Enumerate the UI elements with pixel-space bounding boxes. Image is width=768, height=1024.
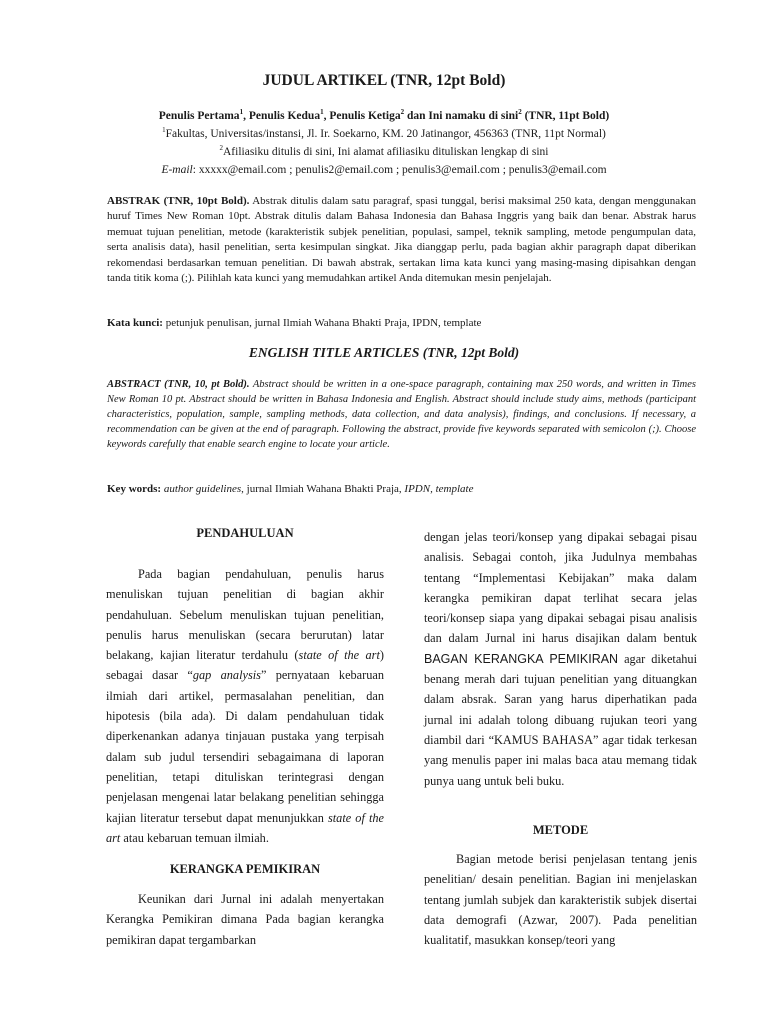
key-words [107, 482, 696, 497]
kata-kunci-text: petunjuk penulisan, jurnal Ilmiah Wahana Bhakti Praja, IPDN, template [162, 317, 482, 329]
author-4-sup: 2 [518, 108, 522, 117]
key-words-part-3: IPDN, template [404, 483, 474, 495]
pendahuluan-text-2: ) sebagai dasar “ [106, 648, 384, 683]
kata-kunci [107, 316, 696, 331]
abstract-english-paragraph [107, 377, 696, 452]
abstrak-text: Abstrak ditulis dalam satu paragraf, spasi tunggal, berisi maksimal 250 kata, dengan menggunakan huruf Times New Roman 10pt. Abstrak ditulis dalam Bahasa Indonesia dan Bahasa Inggris yang baik dan benar. Abstrak harus memuat tujuan penelitian, metode (karakteristik subjek penelitian, populasi, sampel, teknik sampling, metode pengumpulan data, serta analisis data), hasil penelitian, serta kesimpulan singkat. Jika dianggap perlu, pada bagian akhir paragraph dapat diberikan rekomendasi berdasarkan temuan penelitian. Di bawah abstrak, sertakan lima kata kunci yang masing-masing dipisahkan dengan tanda titik koma (;). Pilihlah kata kunci yang memudahkan artikel Anda ditemukan mesin penjelajah. [107, 195, 696, 285]
english-title: ENGLISH TITLE ARTICLES (TNR, 12pt Bold) [248, 345, 520, 360]
key-words-label: Key words: [107, 483, 162, 495]
pendahuluan-text-1: Pada bagian pendahuluan, penulis harus menuliskan tujuan penelitian di bagian akhir pendahuluan. Sebelum menuliskan tujuan penelitian, penulis harus menuliskan (secara berurutan) latar belakang, kajian literatur terdahulu ( [106, 567, 384, 663]
email-line [0, 164, 768, 176]
section-heading-pendahuluan: PENDAHULUAN [196, 526, 294, 540]
continuation-text-3: agar diketahui benang merah dari tujuan penelitian yang dituangkan dalam absrak. Saran yang harus diperhatikan pada jurnal ini adalah tolong dibuang rujukan teori yang diambil dari “KAMUS BAHASA” agar tidak terkesan yang menulis paper ini malas baca atau memang tidak punya uang untuk beli buku. [424, 651, 697, 788]
key-words-part-1: author guidelines [161, 483, 242, 495]
continuation-caps: BAGAN KERANGKA PEMIKIRAN [424, 651, 619, 666]
metode-paragraph: Bagian metode berisi penjelasan tentang jenis penelitian/ desain penelitian. Bagian ini menjelaskan tentang jumlah subjek dan karakteristik subjek disertai data demografi (Azwar, 2007). Pada penelitian kualitatif, masukkan konsep/teori yang [424, 852, 697, 948]
section-heading-metode: METODE [532, 823, 589, 837]
pendahuluan-paragraph [106, 564, 384, 848]
kerangka-paragraph: Keunikan dari Jurnal ini adalah menyertakan Kerangka Pemikiran dimana Pada bagian kerangka pemikiran dapat tergambarkan [106, 892, 384, 947]
author-2: , Penulis Kedua [243, 110, 321, 122]
author-2-sup: 1 [320, 108, 324, 117]
author-3: , Penulis Ketiga [323, 110, 401, 122]
pendahuluan-text-4: atau kebaruan temuan ilmiah. [120, 830, 269, 845]
abstract-en-text: Abstract should be written in a one-space paragraph, containing max 250 words, and written in Times New Roman 10 pt. Abstract should be written in Bahasa Indonesia and English. Abstract should include study aims, methods (participant characteristics, population, sample, sampling methods, data collection, and data analysis), findings, and conclusions. If necessary, a recommendation can be given at the end of paragraph. Following the abstract, provide five keywords separated with semicolon (;). Choose keywords carefully that enable search engine to locate your article. [107, 379, 696, 450]
author-format-note: (TNR, 11pt Bold) [521, 110, 610, 122]
article-title: JUDUL ARTIKEL (TNR, 12pt Bold) [262, 72, 506, 89]
author-3-sup: 2 [400, 108, 405, 117]
affiliation-1 [0, 128, 768, 140]
author-1-sup: 1 [239, 108, 244, 117]
pendahuluan-italic-2: gap analysis [192, 668, 261, 683]
pendahuluan-italic-3: state of the art [106, 810, 384, 845]
affiliation-1-text: Fakultas, Universitas/instansi, Jl. Ir. Soekarno, KM. 20 Jatinangor, 456363 (TNR, 11pt Normal) [165, 128, 606, 140]
author-4: dan Ini namaku di sini [404, 110, 519, 122]
abstrak-paragraph [107, 194, 696, 286]
email-addresses: : xxxxx@email.com ; penulis2@email.com ; penulis3@email.com ; penulis3@email.com [192, 164, 607, 176]
abstrak-label: ABSTRAK (TNR, 10pt Bold). [107, 195, 250, 207]
email-label: E-mail [161, 164, 193, 176]
pendahuluan-italic-1: state of the art [298, 648, 380, 663]
affiliation-1-sup: 1 [162, 126, 166, 135]
continuation-text-1: dengan jelas teori/konsep yang dipakai sebagai pisau analisis. Sebagai contoh, jika Judulnya membahas tentang “Implementasi Kebijakan” maka dalam kerangka pemikiran dapat terlihat secara jelas teori/konsep siapa yang dipakai sebagai pisau analisis dan dalam Jurnal ini harus disajikan dalam bentuk [424, 530, 697, 646]
author-list [0, 110, 768, 122]
affiliation-2-text: Afiliasiku ditulis di sini, Ini alamat afiliasiku dituliskan lengkap di sini [223, 146, 549, 158]
pendahuluan-text-3: ” pernyataan kebaruan ilmiah dari artikel, permasalahan penelitian, dan hipotesis (bila ada). Di dalam pendahuluan tidak diperkenankan adanya tinjauan pustaka yang terpisah dalam sub judul tersendiri sebagaimana di laporan penelitian, tetapi dituliskan terintegrasi dengan penjelasan mengenai latar belakang penelitian sehingga kajian literatur tersebut dapat menunjukkan [106, 668, 384, 825]
kerangka-continuation-paragraph [424, 527, 697, 791]
abstract-en-label: ABSTRACT (TNR, 10, pt Bold). [107, 379, 250, 390]
affiliation-2-sup: 2 [219, 144, 223, 153]
author-1: Penulis Pertama [158, 110, 240, 122]
affiliation-2 [0, 146, 768, 158]
kata-kunci-label: Kata kunci: [107, 317, 163, 329]
section-heading-kerangka-pemikiran: KERANGKA PEMIKIRAN [169, 862, 321, 876]
key-words-part-2: , jurnal Ilmiah Wahana Bhakti Praja, [241, 483, 405, 495]
